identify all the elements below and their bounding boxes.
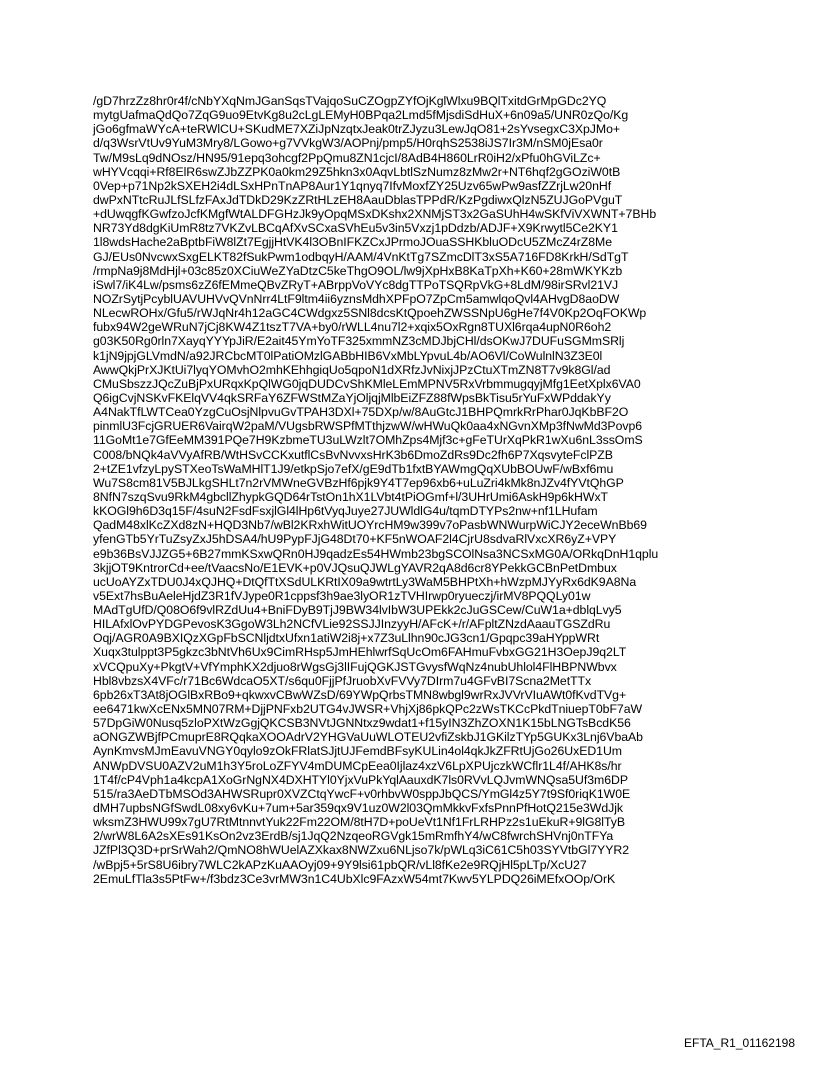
text-line: /gD7hrzZz8hr0r4f/cNbYXqNmJGanSqsTVajqoSuCZOgpZYfOjKglWlxu9BQlTxitdGrMpGDc2YQ [93, 94, 607, 108]
text-line: 0Vep+p71Np2kSXEH2i4dLSxHPnTnAP8Aur1Y1qnyq7IfvMoxfZY25Uzv65wPw9asfZZrjLw20nHf [93, 178, 612, 193]
encoded-text-block [93, 94, 733, 886]
text-line: AwwQkjPrXJKtUi7lyqYOMvhO2mhKEhhgiqUo5qpoN1dXRfzJvNixjJPzCtuXTmZN8T7v9k8Gl/ad [93, 362, 611, 377]
text-line: yfenGTb5YrTuZsyZxJ5hDSA4/hU9PypFJjG48Dt70+KF5nWOAF2l4CjrU8sdvaRlVxcXR6yZ+VPY [93, 532, 617, 547]
text-line: pinmlU3FcjGRUER6VairqW2paM/VUgsbRWSPfMTthjzwW/wHWuQk0aa4xNGvnXMp3fNwMd3Povp6 [93, 419, 643, 434]
text-line: ANWpDVSU0AZV2uM1h3Y5roLoZFYV4mDUMCpEea0Ijlaz4xzV6LpXPUjczkWCflr1L4f/AHK8s/hr [93, 758, 622, 773]
text-line: QadM48xlKcZXd8zN+HQD3Nb7/wBl2KRxhWitUOYrcHM9w399v7oPasbWNWurpWiCJY2eceWnBb69 [93, 518, 647, 533]
text-line: HILAfxlOvPYDGPevosK3GgoW3Lh2NCfVLie92SSJJInzyyH/AFcK+/r/AFpltZNzdAaauTGSZdRu [93, 617, 611, 632]
text-line: Q6igCvjNSKvFKElqVV4qkSRFaY6ZFWStMZaYjOljqjMlbEiZFZ88fWpsBkTisu5rYuFxWPddakYy [93, 390, 611, 405]
text-line: wksmZ3HWU99x7gU7RtMtnnvtYuk22Fm22OM/8tH7D+poUeVt1Nf1FrLRHPz2s1uEkuR+9lG8lTyB [93, 815, 625, 830]
text-line: MAdTgUfD/Q08O6f9vlRZdUu4+BniFDyB9TjJ9BW34lvIbW3UPEkk2cJuGSCew/CuW1a+dblqLvy5 [93, 603, 622, 618]
text-line: dMH7upbsNGfSwdL08xy6vKu+7um+5ar359qx9V1uz0W2l03QmMkkvFxfsPnnPfHotQ215e3WdJjk [93, 801, 624, 816]
text-line: NOZrSytjPcyblUAVUHVvQVnNrr4LtF9ltm4ii6yznsMdhXPFpO7ZpCm5amwlqoQvl4AHvgD8aoDW [93, 291, 620, 306]
text-line: 8NfN7szqSvu9RkM4gbcllZhypkGQD64rTstOn1hX1LVbt4tPiOGmf+l/3UHrUmi6AskH9p6kHWxT [93, 489, 608, 504]
text-line: 2EmuLfTla3s5PtFw+/f3bdz3Ce3vrMW3n1C4UbXlc9FAzxW54mt7Kwv5YLPDQ26iMEfxOOp/OrK [93, 871, 616, 886]
text-line: 3kjjOT9KntrorCd+ee/tVaacsNo/E1EVK+p0VJQsuQJWLgYAVR2qA8d6cr8YPekkGCBnPetDmbux [93, 560, 617, 575]
text-line: NR73Yd8dgKiUmR8tz7VKZvLBCqAfXvSCxaSVhEu5v3in5Vxzj1pDdzb/ADJF+X9Krwytl5Ce2KY1 [93, 221, 618, 236]
text-line: fubx94W2geWRuN7jCj8KW4Z1tszT7VA+by0/rWLL4nu7l2+xqix5OxRgn8TUXl6rqa4upN0R6oh2 [93, 320, 612, 335]
text-line: Hbl8vbzsX4VFc/r71Bc6WdcaO5XT/s6qu0FjjPfJruobXvFVVy7DIrm7u4GFvBI7Scna2MetTTx [93, 673, 592, 688]
text-line: mytgUafmaQdQo7ZqG9uo9EtvKg8u2cLgLEMyH0BPqa2Lmd5fMjsdiSdHuX+6n09a5/UNR0zQo/Kg [93, 108, 629, 123]
text-line: /rmpNa9j8MdHjl+03c85z0XCiuWeZYaDtzC5keThgO9OL/lw9jXpHxB8KaTpXh+K60+28mWKYKzb [93, 263, 623, 278]
text-line: 11GoMt1e7GfEeMM391PQe7H9KzbmeTU3uLWzlt7OMhZps4Mjf3c+gFeTUrXqPkR1wXu6nL3ssOmS [93, 433, 643, 448]
text-line: Oqj/AGR0A9BXIQzXGpFbSCNljdtxUfxn1atiW2i8j+x7Z3uLlhn90cJG3cn1/Gpqpc39aHYppWRt [93, 631, 600, 646]
text-line: kKOGl9h6D3q15F/4suN2FsdFsxjlGl4lHp6tVyqJuye27JUWldlG4u/tqmDTYPs2nw+nf1LHufam [93, 504, 598, 519]
text-line: Xuqx3tulppt3P5gkzc3bNtVh6Ux9CimRHsp5JmHEhlwrfSqUcOm6FAHmuFvbxGG21H3OepJ9q2LT [93, 645, 627, 660]
text-line: v5Ext7hsBuAeleHjdZ3R1fVJype0R1cppsf3h9ae3lyOR1zTVHIrwp0ryueczj/irMV8PQQLy01w [93, 588, 591, 603]
text-line: d/q3WsrVtUv9YuM3Mry8/LGowo+g7VVkgW3/AOPnj/pmp5/H0rqhS2538iJS7Ir3M/nSM0jEsa0r [93, 136, 603, 151]
text-line: /wBpj5+5rS8U6ibry7WLC2kAPzKuAAOyj09+9Y9lsi61pbQR/vLl8fKe2e9RQjHl5pLTp/XcU27 [93, 857, 587, 872]
text-line: 1l8wdsHache2aBptbFiW8lZt7EgjjHtVK4l3OBnIFKZCxJPrmoJOuaSSHKbluODcU5ZMcZ4rZ8Me [93, 235, 612, 250]
text-line: JZfPl3Q3D+prSrWah2/QmNO8hWUelAZXkax8NWZxu6NLjso7k/pWLq3iC61C5h03SYVtbGl7YYR2 [93, 843, 629, 858]
text-line: xVCQpuXy+PkgtV+VfYmphKX2djuo8rWgsGj3lIFujQGKJSTGvysfWqNz4nubUhlol4FlHBPNWbvx [93, 659, 617, 674]
text-line: wHYVcqqi+Rf8ElR6swZJbZZPK0a0km29Z5hkn3x0AqvLbtlSzNumz8zMw2r+NT6hqf2gGOziW0tB [93, 164, 621, 179]
text-line: 2/wrW8L6A2sXEs91KsOn2vz3ErdB/sj1JqQ2NzqeoRGVgk15mRmfhY4/wC8fwrchSHVnj0nTFYa [93, 829, 614, 844]
text-line: A4NakTfLWTCea0YzgCuOsjNlpvuGvTPAH3DXl+75DXp/w/8AuGtcJ1BHPQmrkRrPhar0JqKbBF2O [93, 405, 629, 420]
document-id-footer: EFTA_R1_01162198 [684, 1036, 795, 1050]
text-line: GJ/EUs0NvcwxSxgELKT82fSukPwm1odbqyH/AAM/4VnKtTg7SZmcDlT3xS5A716FD8KrkH/SdTgT [93, 249, 629, 264]
text-line: +dUwqgfKGwfzoJcfKMgfWtALDFGHzJk9yOpqMSxDKshx2XNMjST3x2GaSUhH4wSKfViVXWNT+7BHb [93, 207, 657, 222]
text-line: iSwl7/iK4Lw/psms6zZ6fEMmeQBvZRyT+ABrppVoVYc8dgTTPoTSQRpVkG+8LdM/98irSRvl21VJ [93, 277, 619, 292]
text-line: NLecwROHx/Gfu5/rWJqNr4h12aGC4CWdgxz5SNl8dcsKtQpoehZWSSNpU6gHe7f4V0Kp2OqFOKWp [93, 306, 647, 321]
text-line: e9b36BsVJJZG5+6B27mmKSxwQRn0HJ9qadzEs54HWmb23bgSCOlNsa3NCSxMG0A/ORkqDnH1qplu [93, 546, 659, 561]
text-line: g03K50Rg0rln7XayqYYYpJiR/E2ait45YmYoTF325xmmNZ3cMDJbjCHl/dsOKwJ7DUFuSGMmSRlj [93, 334, 625, 349]
text-line: k1jN9jpjGLVmdN/a92JRCbcMT0lPatiOMzlGABbHIB6VxMbLYpvuL4b/AO6Vl/CoWulnlN3Z3E0l [93, 348, 603, 363]
text-line: dwPxNTtcRuJLfSLfzFAxJdTDkD29KzZRtHLzEH8AauDblasTPPdR/KzPgdiwxQlzN5ZUJGoPVguT [93, 192, 623, 207]
text-line: aONGZWBjfPCmuprE8RQqkaXOOAdrV2YHGVaUuWLOTEU2vfiZskbJ1GKilzTYp5GUKx3Lnj6VbaAb [93, 730, 643, 745]
text-line: 1T4f/cP4Vph1a4kcpA1XoGrNgNX4DXHTYl0YjxVuPkYqlAauxdK7ls0RVvLQJvmWNQsa5Uf3m6DP [93, 772, 628, 787]
text-line: 515/ra3AeDTbMSOd3AHWSRupr0XVZCtqYwcF+v0rhbvW0sppJbQCS/YmGl4z5Y7t9Sf0riqK1W0E [93, 786, 631, 801]
text-line: C008/bNQk4aVVyAfRB/WtHSvCCKxutflCsBvNvvxsHrK3b6DmoZdRs9Dc2fh6P7XqsvyteFclPZB [93, 447, 613, 462]
text-line: Tw/M9sLq9dNOsz/HN95/91epq3ohcgf2PpQmu8ZN1cjcI/8AdB4H860LrR0iH2/xPfu0hGViLZc+ [93, 150, 601, 165]
text-line: CMuSbszzJQcZuBjPxURqxKpQlWG0jqDUDCvShKMleLEmMPNV5RxVrbmmugqyjMfg1EetXplx6VA0 [93, 376, 641, 391]
text-line: ee6471kwXcENx5MN07RM+DjjPNFxb2UTG4vJWSR+VhjXj86pkQPc2zWsTKCcPkdTniuepT0bF7aW [93, 702, 643, 717]
text-line: ucUoAYZxTDU0J4xQJHQ+DtQfTtXSdULKRtIX09a9wtrtLy3WaM5BHPtXh+hWzpMJYyRx6dK9A8Na [93, 574, 637, 589]
text-line: jGo6gfmaWYcA+teRWlCU+SKudME7XZiJpNzqtxJeak0trZJyzu3LewJqO81+2sYvsegxC3XpJMo+ [93, 122, 621, 137]
text-line: AynKmvsMJmEavuVNGY0qylo9zOkFRlatSJjtUJFemdBFsyKULin4ol4qkJkZFRtUjGo26UxED1Um [93, 744, 622, 759]
text-line: 6pb26xT3At8jOGlBxRBo9+qkwxvCBwWZsD/69YWpQrbsTMN8wbgl9wrRxJVVrVIuAWt0fKvdTVg+ [93, 687, 627, 702]
text-line: Wu7S8cm81V5BJLkgSHLt7n2rVMWneGVBzHf6pjk9Y4T7ep96xb6+uLuZri4kMk8nJZv4fYVtQhGP [93, 475, 624, 490]
text-line: 2+tZE1vfzyLpySTXeoTsWaMHlT1J9/etkpSjo7efX/gE9dTb1fxtBYAWmgQqXUbBOUwF/wBxf6mu [93, 461, 614, 476]
text-line: 57DpGiW0Nusq5zloPXtWzGgjQKCSB3NVtJGNNtxz9wdat1+f15yIN3ZhZOXN1K15bLNGTsBcdK56 [93, 716, 631, 731]
